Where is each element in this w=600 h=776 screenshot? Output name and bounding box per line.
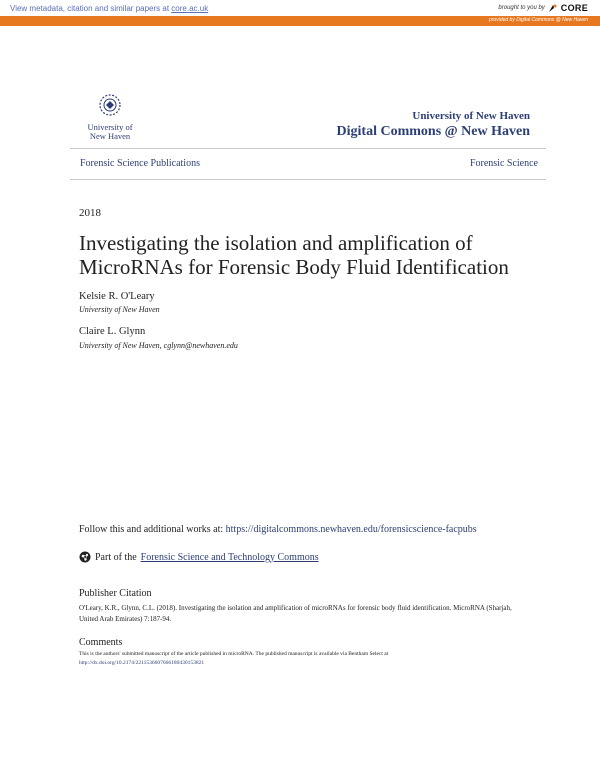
university-logo[interactable]: [82, 93, 138, 139]
collection-link[interactable]: Forensic Science Publications: [80, 158, 200, 169]
doi-link[interactable]: http://dx.doi.org/10.2174/2211536607666180430153821: [79, 660, 205, 666]
university-seal-icon: [95, 93, 125, 117]
core-banner: [0, 0, 600, 26]
repository-header: [337, 110, 530, 140]
logo-line-1: University of: [87, 122, 133, 132]
paper-title: Investigating the isolation and amplification of MicroRNAs for Forensic Body Fluid Identification: [79, 231, 509, 279]
author-name: Claire L. Glynn: [79, 326, 146, 337]
author-affiliation: University of New Haven, cglynn@newhaven.edu: [79, 341, 238, 350]
follow-works: [79, 522, 539, 537]
comments-text: This is the authors' submitted manuscript of the article published in microRNA. The published manuscript is available via Bentham Select at: [79, 651, 389, 657]
part-of-prefix: Part of the: [95, 551, 137, 563]
brought-by[interactable]: [498, 3, 588, 13]
core-logo: CORE: [560, 3, 588, 13]
author-affiliation: University of New Haven: [79, 305, 160, 314]
department-link[interactable]: Forensic Science: [469, 158, 538, 169]
commons-link[interactable]: Forensic Science and Technology Commons: [140, 551, 319, 563]
header-university[interactable]: University of New Haven: [412, 110, 530, 122]
divider-top: [70, 148, 546, 149]
core-metadata-link[interactable]: [10, 4, 208, 13]
author-name: Kelsie R. O'Leary: [79, 291, 155, 302]
core-logo-icon: [548, 3, 558, 13]
publication-year: 2018: [79, 207, 101, 219]
citation-heading: Publisher Citation: [79, 588, 152, 599]
comments-heading: Comments: [79, 637, 123, 648]
follow-prefix: Follow this and additional works at:: [79, 524, 224, 535]
part-of: [79, 551, 319, 563]
header-repository[interactable]: Digital Commons @ New Haven: [336, 124, 530, 139]
divider-bottom: [70, 179, 546, 180]
provided-by-strip: [0, 16, 600, 26]
provided-by-text[interactable]: provided by Digital Commons @ New Haven: [488, 17, 588, 23]
logo-line-2: New Haven: [89, 131, 131, 141]
citation-text: O'Leary, K.R., Glynn, C.L. (2018). Investigating the isolation and amplification of microRNAs for forensic body fluid identification. MicroRNA (Sharjah, United Arab Emirates) 7:187-94.: [79, 604, 512, 623]
core-link[interactable]: core.ac.uk: [171, 4, 209, 13]
comments-body: [79, 650, 529, 668]
brought-by-text: brought to you by: [498, 5, 545, 11]
collection-url-link[interactable]: https://digitalcommons.newhaven.edu/forensicscience-facpubs: [225, 524, 477, 535]
commons-network-icon: [79, 551, 91, 563]
core-link-prefix: View metadata, citation and similar papers at: [10, 4, 170, 13]
